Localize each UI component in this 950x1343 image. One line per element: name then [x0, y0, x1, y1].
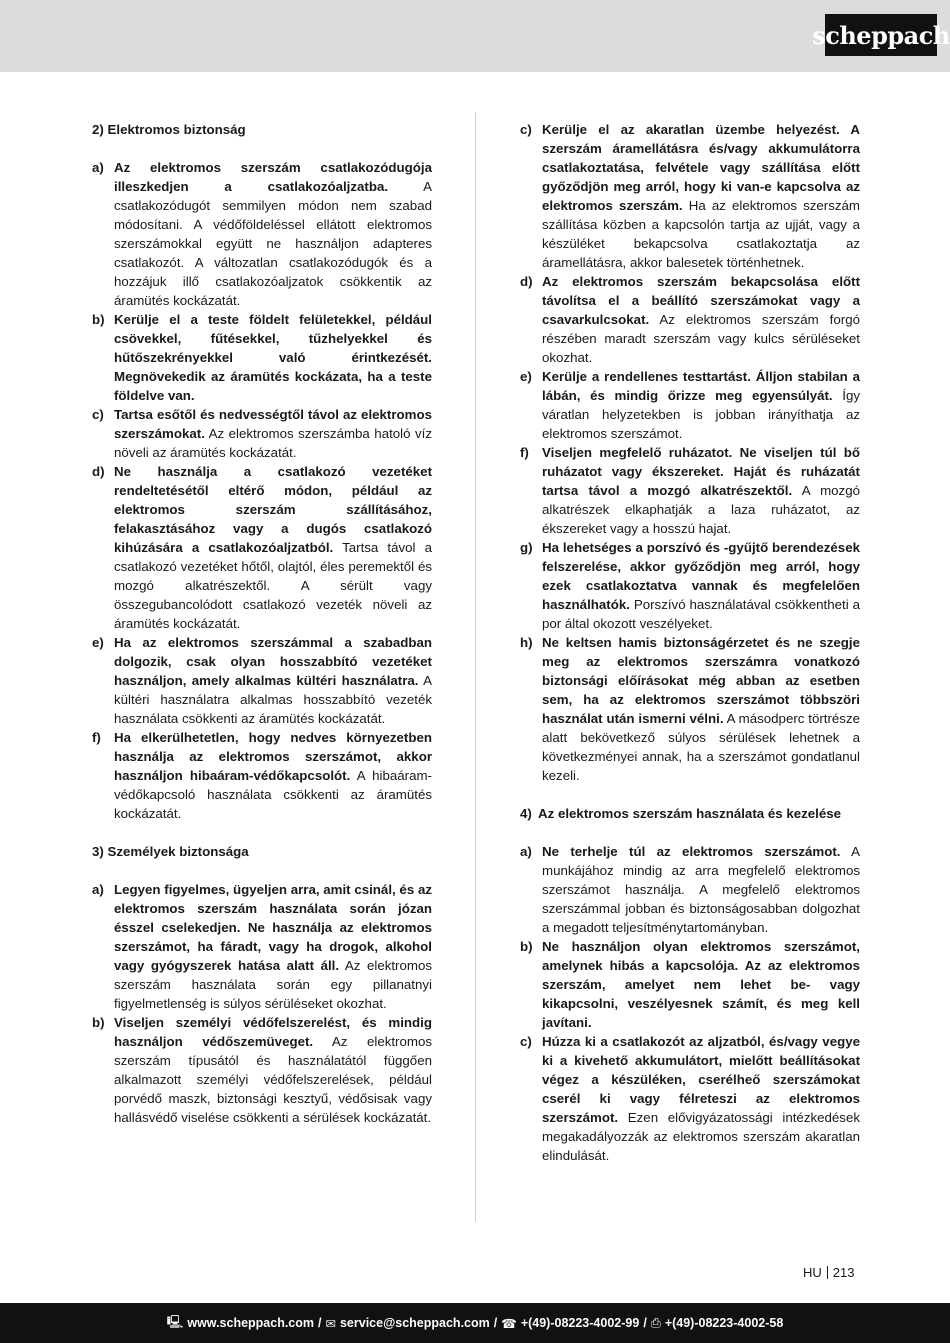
list-item: [520, 842, 860, 937]
section-title-text: Az elektromos szerszám használata és kezelése: [538, 806, 842, 821]
item-bold-text: Ne használjon olyan elektromos szerszámot, amelynek hibás a kapcsolója. Az az elektromos szerszám, amelyet nem lehet be- vagy kikapcsolni, veszélyesnek számít, és meg kell javítani.: [542, 939, 860, 1030]
section-title: [520, 804, 860, 823]
list-item: [520, 538, 860, 633]
item-label: c): [520, 1034, 532, 1049]
page-language: HU: [803, 1265, 822, 1280]
list-item: [520, 272, 860, 367]
footer-bar: [0, 1303, 950, 1343]
item-label: f): [92, 730, 101, 745]
item-text: Porszívó használatával csökkentheti a por által okozott veszélyeket.: [542, 597, 860, 631]
list-item: [92, 158, 432, 310]
section-number: 4): [520, 806, 532, 821]
column-divider: [475, 112, 476, 1222]
left-column: [92, 120, 432, 1127]
item-bold-text: Ha az elektromos szerszámmal a szabadban dolgozik, csak olyan hosszabbító vezetéket használjon, amely alkalmas kültéri használatra.: [114, 635, 432, 688]
item-text: Ha az elektromos szerszám szállítása közben a kapcsolón tartja az ujját, vagy a készüléket bekapcsolva csatlakoztatja az áramellátásra, akkor balesetek történhetnek.: [542, 198, 860, 270]
list-item: [92, 405, 432, 462]
item-bold-text: Legyen figyelmes, ügyeljen arra, amit csinál, és az elektromos szerszám használata során józan ésszel cselekedjen. Ne használja az elektromos szerszámot, ha fáradt, vagy ha drogok, alkohol vagy gyógyszerek hatása alatt áll.: [114, 882, 432, 973]
item-label: e): [92, 635, 104, 650]
page-number: [803, 1265, 854, 1280]
fax-icon: ⎙: [650, 1315, 661, 1330]
computer-icon: 🖳: [166, 1314, 184, 1329]
footer-separator: /: [318, 1316, 322, 1330]
item-text: Az elektromos szerszám típusától és használatától függően alkalmazott személyi védőfelszerelések, például porvédő maszk, biztonsági kesztyű, védősisak vagy hallásvédő viselése csökkenti a sérülések kockázatát.: [114, 1034, 432, 1125]
item-label: d): [92, 464, 105, 479]
email-icon: ✉: [325, 1316, 336, 1331]
item-label: h): [520, 635, 533, 650]
item-text: Így váratlan helyzetekben is jobban irányíthatja az elektromos szerszámot.: [542, 388, 860, 441]
item-bold-text: Ha elkerülhetetlen, hogy nedves környezetben használja az elektromos szerszámot, akkor használjon hibaáram-védőkapcsolót.: [114, 730, 432, 783]
item-bold-text: Az elektromos szerszám csatlakozódugója illeszkedjen a csatlakozóaljzatba.: [114, 160, 432, 194]
item-bold-text: Viseljen személyi védőfelszerelést, és mindig használjon védőszemüveget.: [114, 1015, 432, 1049]
list-item: [520, 443, 860, 538]
item-bold-text: Kerülje a rendellenes testtartást. Álljon stabilan a lábán, és mindig őrizze meg egyensúlyát.: [542, 369, 860, 403]
item-text: A hibaáram-védőkapcsoló használata csökkenti az áramütés kockázatát.: [114, 768, 432, 821]
list-item: [520, 367, 860, 443]
item-bold-text: Ne terhelje túl az elektromos szerszámot.: [542, 844, 841, 859]
item-text: A munkájához mindig az arra megfelelő elektromos szerszámot használja. A megfelelő elektromos szerszámmal jobban és biztonságosabban dolgozhat a megadott teljesítménytartományban.: [542, 844, 860, 935]
list-item: [520, 120, 860, 272]
footer-separator: /: [493, 1316, 498, 1330]
item-label: f): [520, 445, 529, 460]
list-item: [92, 880, 432, 1013]
item-text: A másodperc törtrésze alatt bekövetkező súlyos sérülések lehetnek a következményei annak, ha a szerszámot gondatlanul kezeli.: [542, 711, 860, 783]
item-label: c): [92, 407, 104, 422]
list-item: [92, 310, 432, 405]
item-label: b): [92, 1015, 105, 1030]
item-label: e): [520, 369, 532, 384]
list-item: [520, 937, 860, 1032]
item-text: Az elektromos szerszám forgó részében maradt szerszám vagy kulcs sérüléseket okozhat.: [542, 312, 860, 365]
item-text: Ezen elővigyázatossági intézkedések megakadályozzák az elektromos szerszám akaratlan elindulását.: [542, 1110, 860, 1163]
item-text: A kültéri használatra alkalmas hosszabbító vezeték használata csökkenti az áramütés kockázatát.: [114, 673, 432, 726]
item-bold-text: Húzza ki a csatlakozót az aljzatból, és/vagy vegye ki a kivehető akkumulátort, mielőtt beállításokat végez a készüléken, cserélheő szerszámokat cserél ki vagy félreteszi az elektromos szerszámot.: [542, 1034, 860, 1125]
item-label: a): [520, 844, 532, 859]
footer-email[interactable]: service@scheppach.com: [339, 1316, 490, 1330]
list-item: [92, 633, 432, 728]
scheppach-logo: scheppach: [825, 14, 937, 56]
item-bold-text: Ne keltsen hamis biztonságérzetet és ne szegje meg az elektromos szerszámra vonatkozó biztonsági előírásokat még abban az esetben sem, ha az elektromos szerszámot többszöri használat után ismerni vélni.: [542, 635, 860, 726]
item-bold-text: Az elektromos szerszám bekapcsolása előtt távolítsa el a beállító szerszámokat vagy a csavarkulcsokat.: [542, 274, 860, 327]
list-item: [92, 728, 432, 823]
header-bar: [0, 0, 950, 72]
item-text: A mozgó alkatrészek elkaphatják a laza ruházatot, az ékszereket vagy a hosszú hajat.: [542, 483, 860, 536]
list-item: [520, 1032, 860, 1165]
footer-phone: +(49)-08223-4002-99: [520, 1316, 640, 1330]
footer-website[interactable]: www.scheppach.com: [187, 1316, 315, 1330]
list-item: [92, 1013, 432, 1127]
list-item: [520, 633, 860, 785]
item-bold-text: Viseljen megfelelő ruházatot. Ne viseljen túl bő ruházatot vagy ékszereket. Haját és ruházatát tartsa távol a mozgó alkatrészektől.: [542, 445, 860, 498]
item-label: a): [92, 160, 104, 175]
section-title: 2) Elektromos biztonság: [92, 122, 246, 137]
phone-icon: ☎: [501, 1316, 517, 1331]
page-number-divider: [827, 1266, 828, 1279]
page-number-value: 213: [832, 1265, 855, 1280]
list-item: [92, 462, 432, 633]
item-label: c): [520, 122, 532, 137]
item-text: Tartsa távol a csatlakozó vezetéket hőtől, olajtól, éles peremektől és mozgó alkatrészektől. A sérült vagy összegubancolódott csatlakozó vezeték növeli az áramütés kockázatát.: [114, 540, 432, 631]
right-column: [520, 120, 860, 1165]
item-label: b): [520, 939, 533, 954]
item-bold-text: Tartsa esőtől és nedvességtől távol az elektromos szerszámokat.: [114, 407, 432, 441]
item-label: g): [520, 540, 533, 555]
footer-separator: /: [643, 1316, 647, 1330]
item-label: d): [520, 274, 533, 289]
item-text: Az elektromos szerszám használata során egy pillanatnyi figyelmetlenség is súlyos sérüléseket okozhat.: [114, 958, 432, 1011]
item-text: A csatlakozódugót semmilyen módon nem szabad módosítani. A védőföldeléssel ellátott elektromos szerszámokkal együtt ne használjon adapteres csatlakozót. A változatlan csatlakozódugók és a hozzájuk illő csatlakozóaljzatok csökkentik az áramütés kockázatát.: [114, 179, 432, 308]
item-label: a): [92, 882, 104, 897]
item-bold-text: Kerülje el az akaratlan üzembe helyezést. A szerszám áramellátásra és/vagy akkumulátorra csatlakoztatása, felvétele vagy szállítása előtt győződjön meg arról, hogy ki van-e kapcsolva az elektromos szerszám.: [542, 122, 860, 213]
item-label: b): [92, 312, 105, 327]
item-bold-text: Ha lehetséges a porszívó és -gyűjtő berendezések felszerelése, akkor győződjön meg arról, hogy ezek csatlakoztatva vannak és megfelelően használhatók.: [542, 540, 860, 612]
section-title: 3) Személyek biztonsága: [92, 844, 249, 859]
item-text: Az elektromos szerszámba hatoló víz növeli az áramütés kockázatát.: [114, 426, 432, 460]
item-bold-text: Kerülje el a teste földelt felületekkel, például csövekkel, fűtésekkel, tűzhelyekkel és hűtőszekrényekkel való érintkezését. Megnövekedik az áramütés kockázata, ha a teste földelve van.: [114, 312, 432, 403]
item-bold-text: Ne használja a csatlakozó vezetéket rendeltetésétől eltérő módon, például az elektromos szerszám szállításához, felakasztásához vagy a dugós csatlakozó kihúzására a csatlakozóaljzatból.: [114, 464, 432, 555]
footer-fax: +(49)-08223-4002-58: [664, 1316, 784, 1330]
